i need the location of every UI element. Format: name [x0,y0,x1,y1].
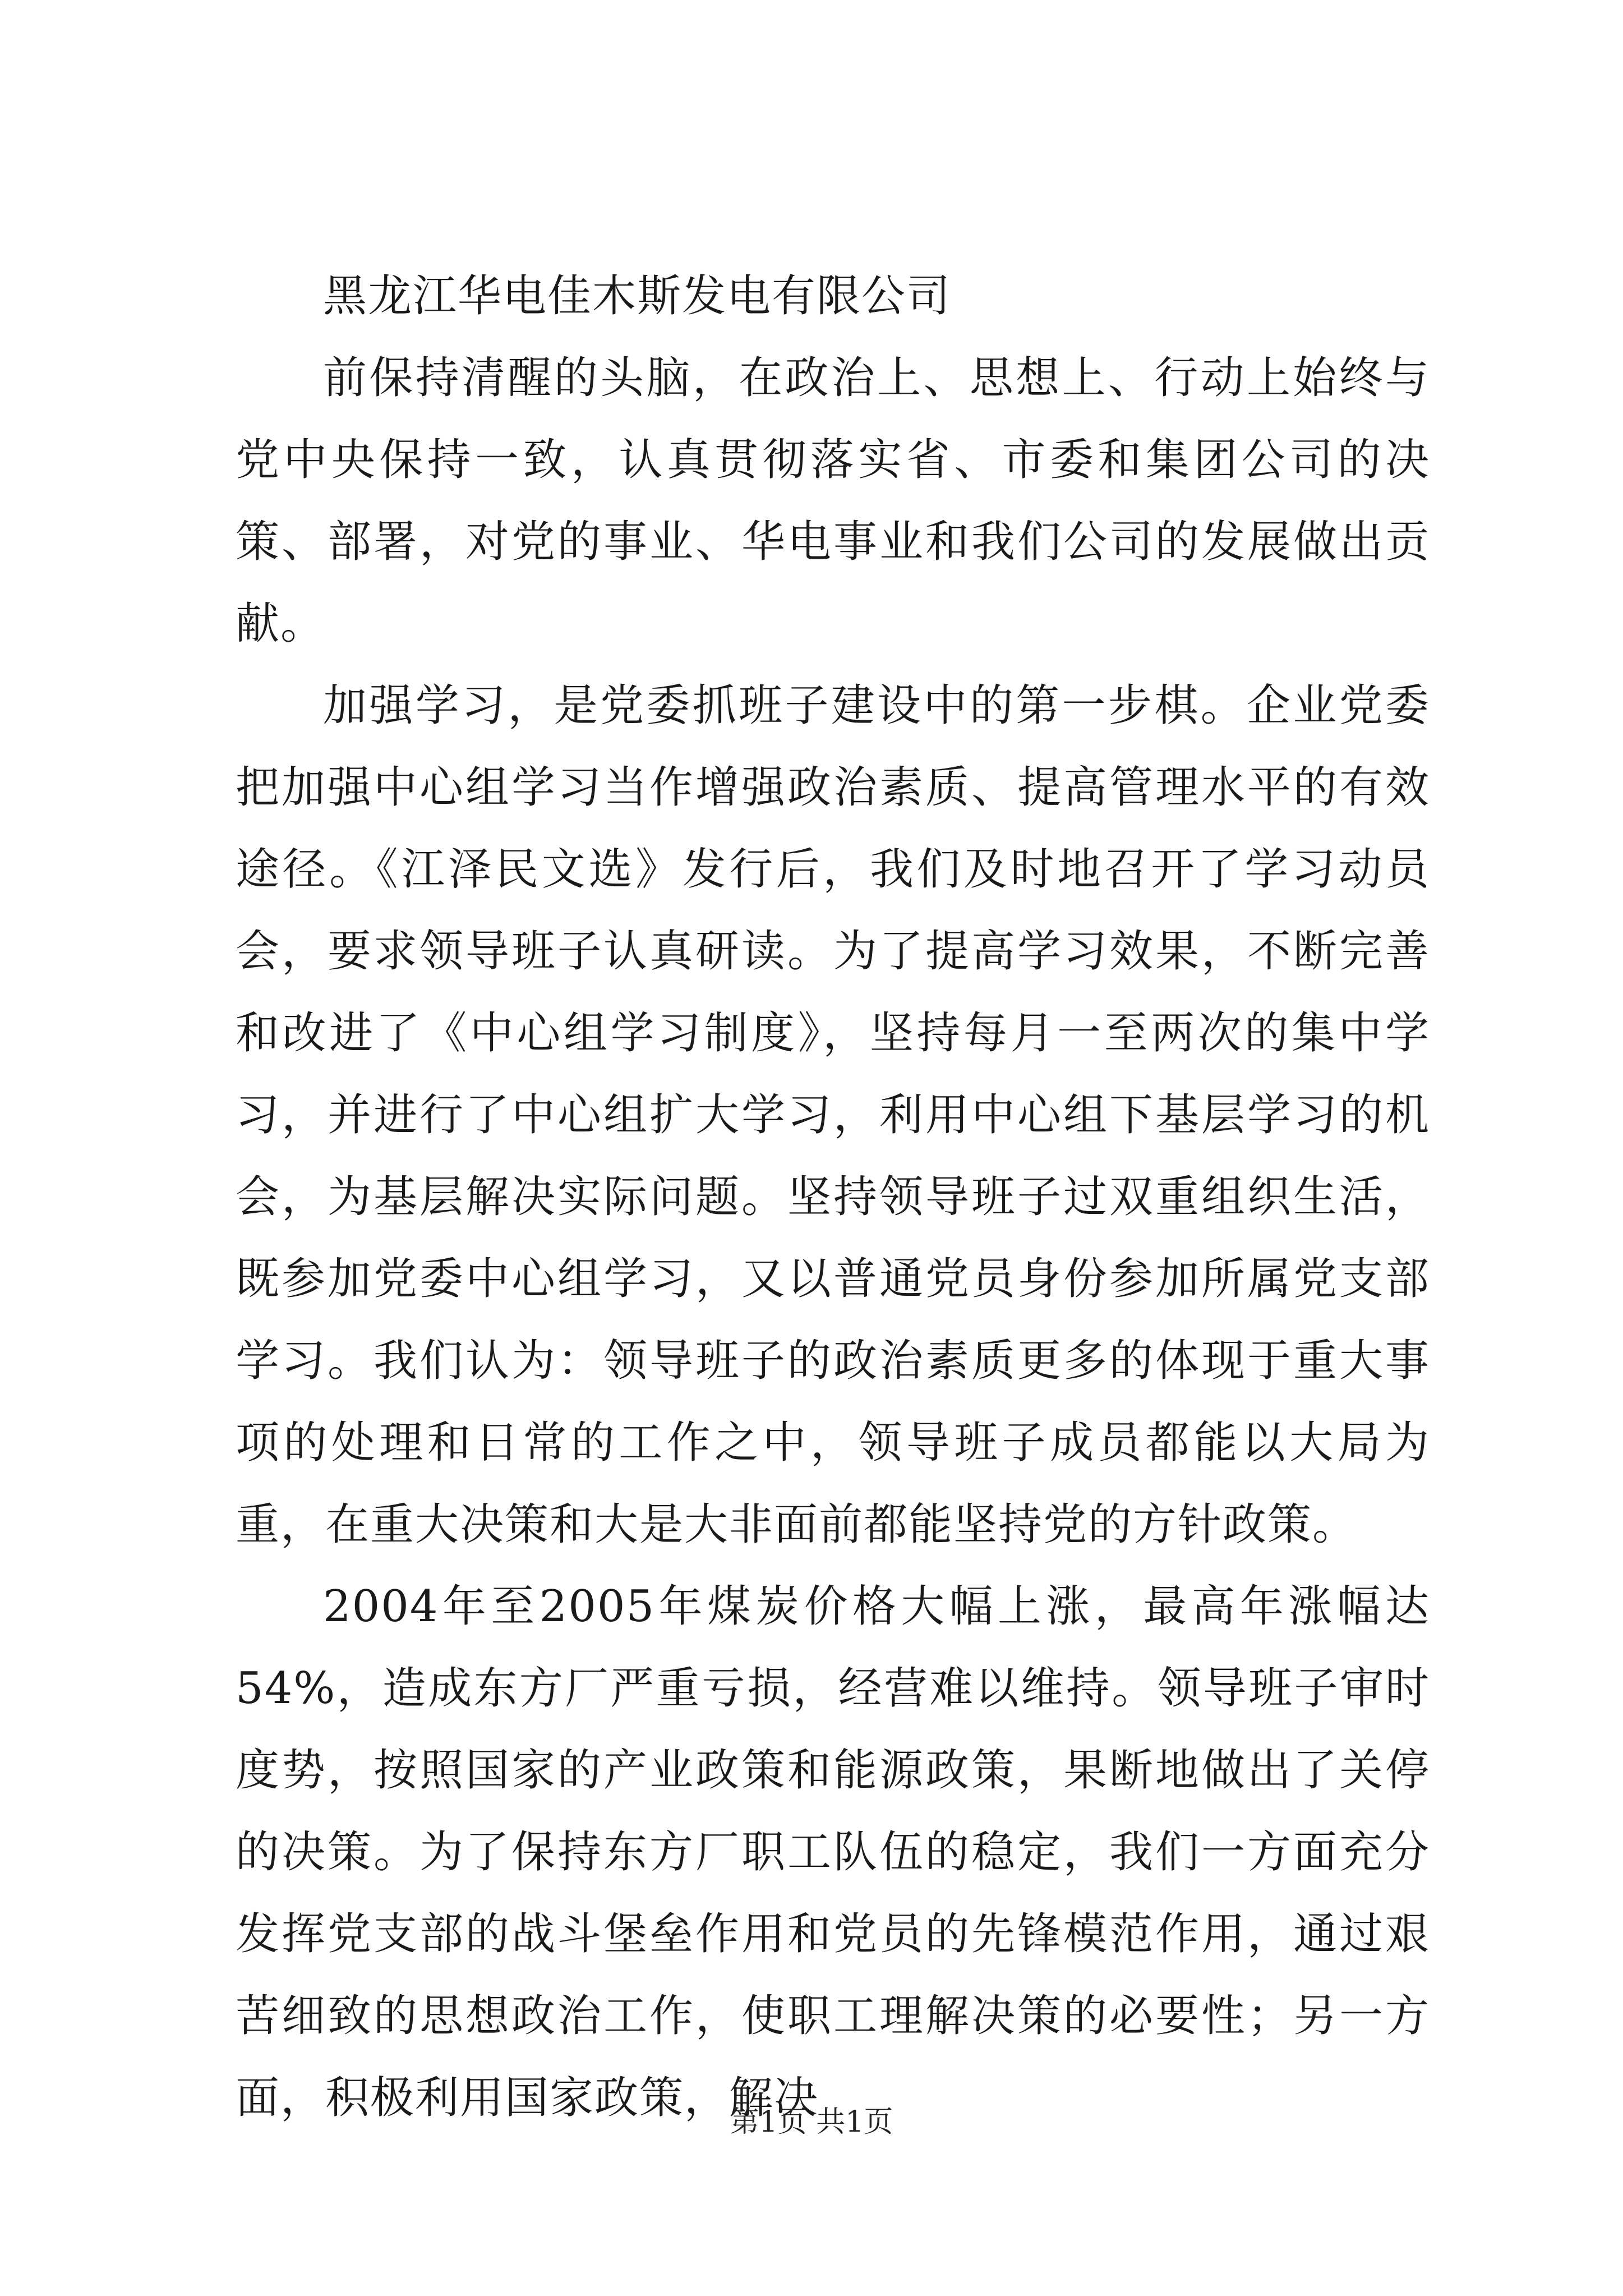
page-footer: 第1页 共1页 [730,2105,893,2139]
paragraph-3: 2004年至2005年煤炭价格大幅上涨，最高年涨幅达54%，造成东方厂严重亏损，经营难以维持。领导班子审时度势，按照国家的产业政策和能源政策，果断地做出了关停的决策。为了保持东方厂职工队伍的稳定，我们一方面充分发挥党支部的战斗堡垒作用和党员的先锋模范作用，通过艰苦细致的思想政治工作，使职工理解决策的必要性；另一方面，积极利用国家政策，解决 [236,1581,1430,2123]
paragraph-2: 加强学习，是党委抓班子建设中的第一步棋。企业党委把加强中心组学习当作增强政治素质、提高管理水平的有效途径。《江泽民文选》发行后，我们及时地召开了学习动员会，要求领导班子认真研读。为了提高学习效果，不断完善和改进了《中心组学习制度》，坚持每月一至两次的集中学习，并进行了中心组扩大学习，利用中心组下基层学习的机会，为基层解决实际问题。坚持领导班子过双重组织生活，既参加党委中心组学习，又以普通党员身份参加所属党支部学习。我们认为：领导班子的政治素质更多的体现于重大事项的处理和日常的工作之中，领导班子成员都能以大局为重，在重大决策和大是大非面前都能坚持党的方针政策。 [236,680,1430,1550]
document-body [236,255,1430,2139]
paragraph-1: 前保持清醒的头脑，在政治上、思想上、行动上始终与党中央保持一致，认真贯彻落实省、市委和集团公司的决策、部署，对党的事业、华电事业和我们公司的发展做出贡献。 [236,353,1430,649]
paragraph-company-name: 黑龙江华电佳木斯发电有限公司 [323,271,952,321]
